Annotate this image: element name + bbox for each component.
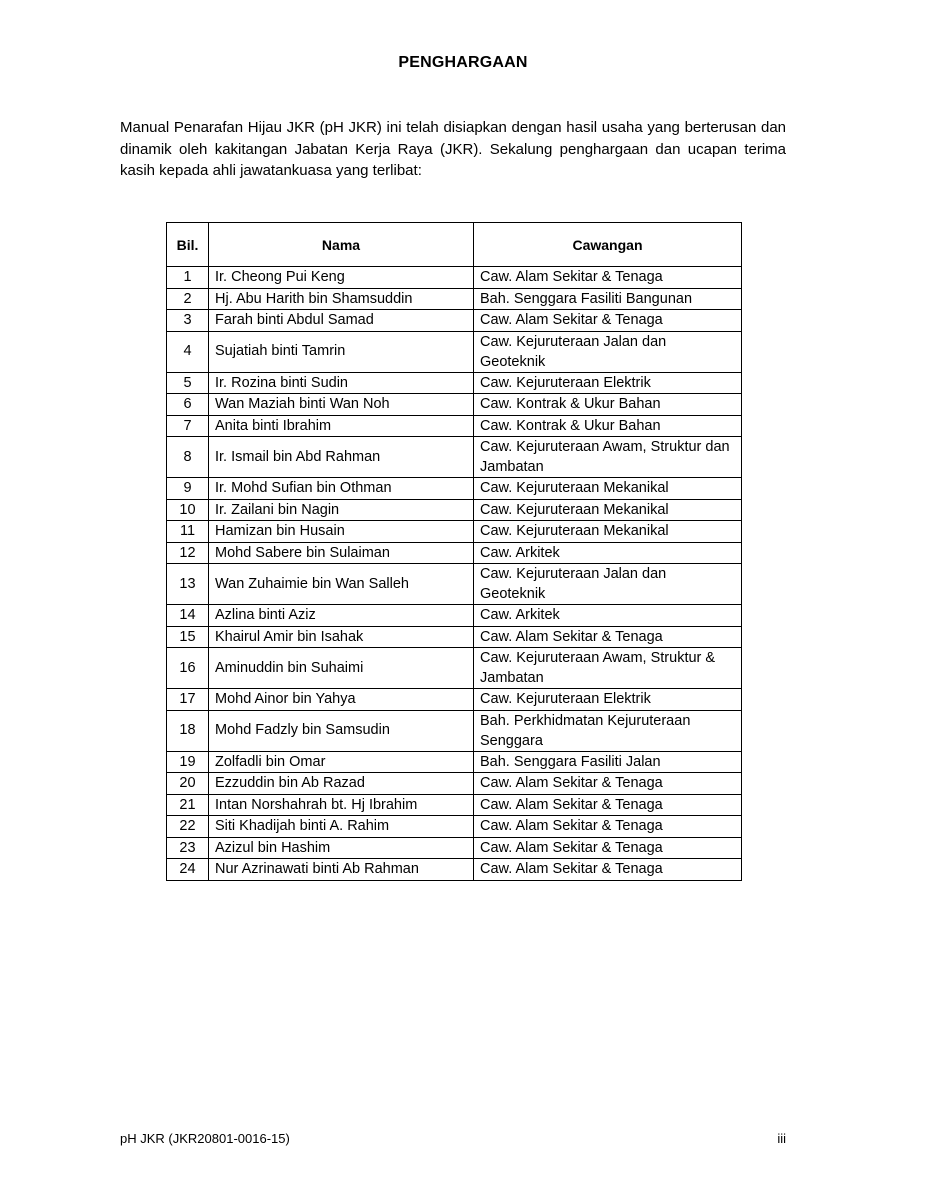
table-row — [167, 267, 742, 289]
member-name: Ir. Cheong Pui Keng — [209, 267, 474, 289]
header-bil: Bil. — [167, 223, 209, 267]
member-branch: Bah. Senggara Fasiliti Bangunan — [474, 288, 742, 310]
table-row — [167, 478, 742, 500]
member-name: Anita binti Ibrahim — [209, 415, 474, 437]
row-number: 14 — [167, 605, 209, 627]
header-nama: Nama — [209, 223, 474, 267]
member-branch: Caw. Alam Sekitar & Tenaga — [474, 859, 742, 881]
table-row — [167, 859, 742, 881]
table-row — [167, 437, 742, 478]
member-name: Azizul bin Hashim — [209, 837, 474, 859]
member-branch: Bah. Perkhidmatan Kejuruteraan Senggara — [474, 710, 742, 751]
table-row — [167, 626, 742, 648]
table-row — [167, 331, 742, 372]
member-branch: Caw. Kejuruteraan Mekanikal — [474, 499, 742, 521]
intro-paragraph: Manual Penarafan Hijau JKR (pH JKR) ini telah disiapkan dengan hasil usaha yang berterusan dan dinamik oleh kakitangan Jabatan Kerja Raya (JKR). Sekalung penghargaan dan ucapan terima kasih kepada ahli jawatankuasa yang terlibat: — [120, 119, 786, 179]
member-branch: Caw. Kejuruteraan Elektrik — [474, 689, 742, 711]
row-number: 2 — [167, 288, 209, 310]
table-row — [167, 288, 742, 310]
member-branch: Caw. Alam Sekitar & Tenaga — [474, 310, 742, 332]
table-row — [167, 542, 742, 564]
row-number: 16 — [167, 648, 209, 689]
table-row — [167, 816, 742, 838]
member-branch: Caw. Alam Sekitar & Tenaga — [474, 267, 742, 289]
committee-table — [166, 222, 742, 881]
member-name: Nur Azrinawati binti Ab Rahman — [209, 859, 474, 881]
member-name: Azlina binti Aziz — [209, 605, 474, 627]
member-name: Ir. Zailani bin Nagin — [209, 499, 474, 521]
row-number: 8 — [167, 437, 209, 478]
page-title: PENGHARGAAN — [398, 54, 528, 71]
row-number: 17 — [167, 689, 209, 711]
footer-page-number: iii — [777, 1131, 786, 1146]
member-name: Sujatiah binti Tamrin — [209, 331, 474, 372]
member-name: Ir. Ismail bin Abd Rahman — [209, 437, 474, 478]
row-number: 20 — [167, 773, 209, 795]
member-branch: Caw. Kejuruteraan Awam, Struktur & Jambatan — [474, 648, 742, 689]
member-name: Ezzuddin bin Ab Razad — [209, 773, 474, 795]
table-row — [167, 648, 742, 689]
member-name: Mohd Fadzly bin Samsudin — [209, 710, 474, 751]
table-row — [167, 773, 742, 795]
row-number: 22 — [167, 816, 209, 838]
row-number: 4 — [167, 331, 209, 372]
table-row — [167, 564, 742, 605]
table-row — [167, 521, 742, 543]
member-name: Aminuddin bin Suhaimi — [209, 648, 474, 689]
member-branch: Caw. Kejuruteraan Awam, Struktur dan Jambatan — [474, 437, 742, 478]
member-branch: Caw. Alam Sekitar & Tenaga — [474, 626, 742, 648]
member-branch: Caw. Kontrak & Ukur Bahan — [474, 394, 742, 416]
member-branch: Caw. Kontrak & Ukur Bahan — [474, 415, 742, 437]
header-cawangan: Cawangan — [474, 223, 742, 267]
member-name: Hj. Abu Harith bin Shamsuddin — [209, 288, 474, 310]
member-branch: Caw. Kejuruteraan Jalan dan Geoteknik — [474, 331, 742, 372]
row-number: 6 — [167, 394, 209, 416]
row-number: 23 — [167, 837, 209, 859]
row-number: 10 — [167, 499, 209, 521]
table-header-row — [167, 223, 742, 267]
member-name: Hamizan bin Husain — [209, 521, 474, 543]
member-name: Ir. Mohd Sufian bin Othman — [209, 478, 474, 500]
member-branch: Caw. Kejuruteraan Elektrik — [474, 372, 742, 394]
row-number: 1 — [167, 267, 209, 289]
row-number: 3 — [167, 310, 209, 332]
table-row — [167, 605, 742, 627]
member-branch: Caw. Alam Sekitar & Tenaga — [474, 816, 742, 838]
table-body — [167, 267, 742, 881]
member-branch: Caw. Kejuruteraan Jalan dan Geoteknik — [474, 564, 742, 605]
row-number: 12 — [167, 542, 209, 564]
row-number: 18 — [167, 710, 209, 751]
member-branch: Bah. Senggara Fasiliti Jalan — [474, 751, 742, 773]
table-row — [167, 499, 742, 521]
table-row — [167, 751, 742, 773]
member-name: Wan Zuhaimie bin Wan Salleh — [209, 564, 474, 605]
table-row — [167, 372, 742, 394]
row-number: 5 — [167, 372, 209, 394]
member-name: Mohd Ainor bin Yahya — [209, 689, 474, 711]
row-number: 11 — [167, 521, 209, 543]
member-name: Ir. Rozina binti Sudin — [209, 372, 474, 394]
footer-doc-ref: pH JKR (JKR20801-0016-15) — [120, 1131, 290, 1146]
member-branch: Caw. Alam Sekitar & Tenaga — [474, 794, 742, 816]
member-branch: Caw. Kejuruteraan Mekanikal — [474, 521, 742, 543]
row-number: 13 — [167, 564, 209, 605]
member-name: Siti Khadijah binti A. Rahim — [209, 816, 474, 838]
member-name: Khairul Amir bin Isahak — [209, 626, 474, 648]
member-name: Mohd Sabere bin Sulaiman — [209, 542, 474, 564]
member-branch: Caw. Arkitek — [474, 605, 742, 627]
member-name: Zolfadli bin Omar — [209, 751, 474, 773]
member-branch: Caw. Kejuruteraan Mekanikal — [474, 478, 742, 500]
table-row — [167, 310, 742, 332]
table-row — [167, 394, 742, 416]
table-row — [167, 710, 742, 751]
row-number: 19 — [167, 751, 209, 773]
member-branch: Caw. Alam Sekitar & Tenaga — [474, 773, 742, 795]
member-name: Intan Norshahrah bt. Hj Ibrahim — [209, 794, 474, 816]
row-number: 15 — [167, 626, 209, 648]
member-name: Wan Maziah binti Wan Noh — [209, 394, 474, 416]
member-branch: Caw. Arkitek — [474, 542, 742, 564]
table-row — [167, 689, 742, 711]
table-row — [167, 837, 742, 859]
row-number: 21 — [167, 794, 209, 816]
table-row — [167, 415, 742, 437]
row-number: 9 — [167, 478, 209, 500]
row-number: 7 — [167, 415, 209, 437]
table-row — [167, 794, 742, 816]
row-number: 24 — [167, 859, 209, 881]
member-name: Farah binti Abdul Samad — [209, 310, 474, 332]
member-branch: Caw. Alam Sekitar & Tenaga — [474, 837, 742, 859]
